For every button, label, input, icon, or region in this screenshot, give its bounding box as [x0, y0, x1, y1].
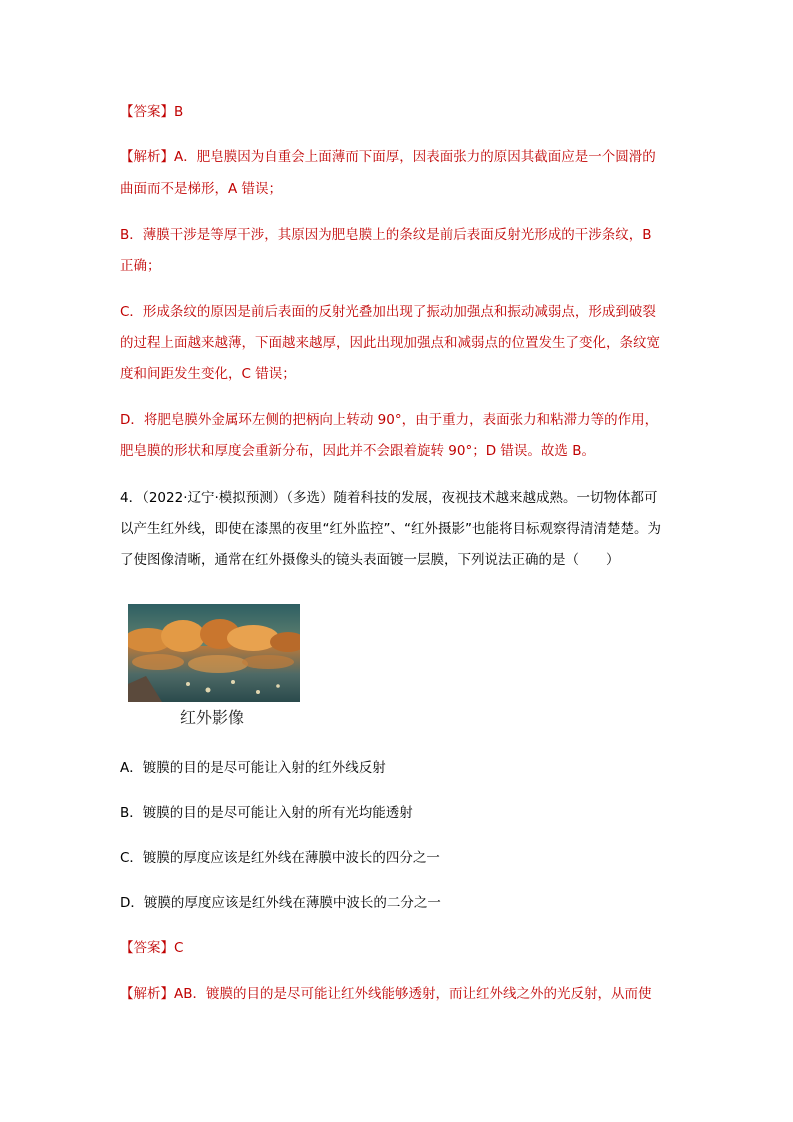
- analysis-line-4: 正确；: [120, 258, 161, 274]
- answer-label: 【答案】: [120, 940, 174, 956]
- answer-value: C: [174, 940, 184, 956]
- answer-value: B: [174, 104, 184, 120]
- option-b: B．镀膜的目的是尽可能让入射的所有光均能透射: [120, 805, 413, 821]
- analysis-line-5: C．形成条纹的原因是前后表面的反射光叠加出现了振动加强点和振动减弱点，形成到破裂: [120, 304, 656, 320]
- answer-line-1: [120, 103, 183, 121]
- question-4-line-3: 了使图像清晰，通常在红外摄像头的镜头表面镀一层膜，下列说法正确的是（ ）: [120, 552, 620, 568]
- answer-line-2: [120, 939, 183, 957]
- answer-label: 【答案】: [120, 104, 174, 120]
- question-4-line-2: 以产生红外线，即使在漆黑的夜里“红外监控”、“红外摄影”也能将目标观察得清清楚楚。为: [120, 521, 661, 537]
- analysis-line-9: 肥皂膜的形状和厚度会重新分布，因此并不会跟着旋转 90°；D 错误。故选 B。: [120, 443, 595, 459]
- analysis-2-line-1: 【解析】AB．镀膜的目的是尽可能让红外线能够透射，而让红外线之外的光反射，从而使: [120, 986, 652, 1002]
- image-caption: 红外影像: [180, 708, 245, 727]
- analysis-line-6: 的过程上面越来越薄，下面越来越厚，因此出现加强点和减弱点的位置发生了变化，条纹宽: [120, 335, 660, 351]
- option-c: C．镀膜的厚度应该是红外线在薄膜中波长的四分之一: [120, 850, 440, 866]
- option-a: A．镀膜的目的是尽可能让入射的红外线反射: [120, 760, 386, 776]
- infrared-photo: [128, 604, 300, 702]
- analysis-label: 【解析】: [120, 986, 174, 1002]
- analysis-line-7: 度和间距发生变化，C 错误；: [120, 366, 296, 382]
- analysis-line-8: D．将肥皂膜外金属环左侧的把柄向上转动 90°，由于重力，表面张力和粘滞力等的作用，: [120, 412, 659, 428]
- analysis-line-1: 【解析】A．肥皂膜因为自重会上面薄而下面厚，因表面张力的原因其截面应是一个圆滑的: [120, 149, 656, 165]
- option-d: D．镀膜的厚度应该是红外线在薄膜中波长的二分之一: [120, 895, 441, 911]
- analysis-label: 【解析】: [120, 149, 174, 165]
- analysis-line-2: 曲面而不是梯形，A 错误；: [120, 181, 283, 197]
- question-4-line-1: 4．（2022·辽宁·模拟预测）（多选）随着科技的发展，夜视技术越来越成熟。一切物体都可: [120, 490, 658, 506]
- analysis-line-3: B．薄膜干涉是等厚干涉，其原因为肥皂膜上的条纹是前后表面反射光形成的干涉条纹，B: [120, 227, 652, 243]
- infrared-landscape-image: [128, 604, 300, 702]
